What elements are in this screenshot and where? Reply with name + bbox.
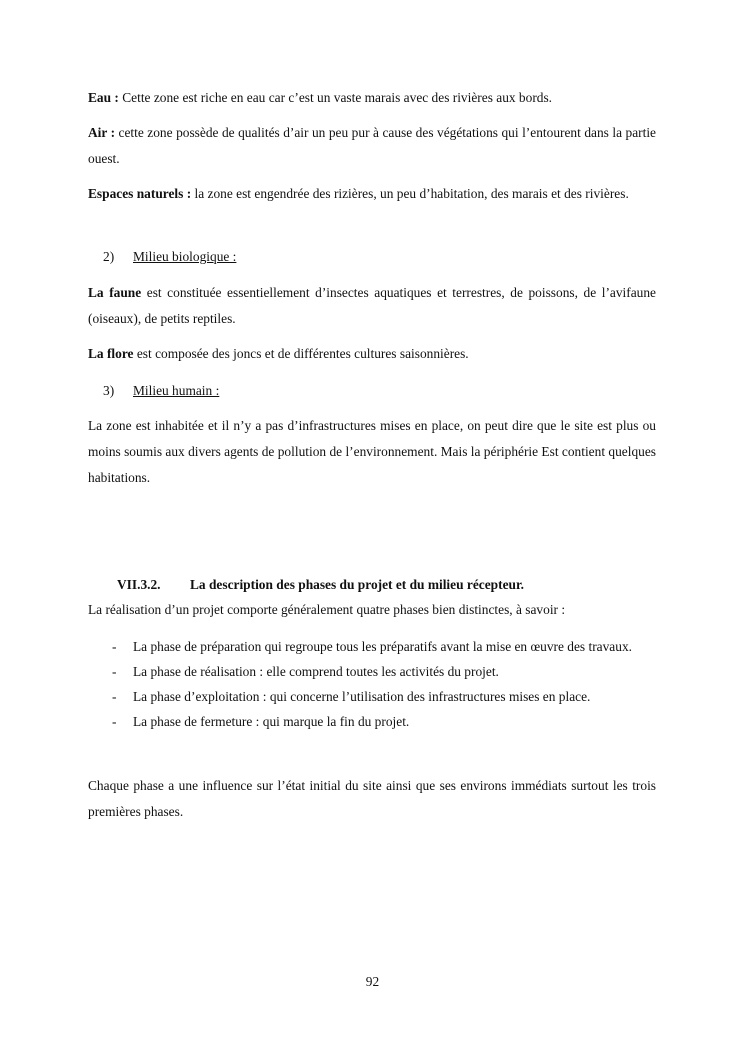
subheading-title: Milieu humain :: [133, 383, 220, 398]
paragraph-intro: [88, 601, 656, 619]
paragraph-espaces-naturels: [88, 181, 656, 207]
label-air: Air :: [88, 125, 116, 140]
subheading-milieu-biologique: [103, 248, 236, 266]
text-air: cette zone possède de qualités d’air un peu pur à cause des végétations qui l’entourent dans la partie ouest.: [88, 125, 656, 166]
list-dash: -: [112, 689, 117, 704]
list-item: [88, 659, 656, 684]
list-dash: -: [112, 714, 117, 729]
list-item: [88, 709, 656, 734]
section-heading: [117, 576, 524, 594]
paragraph-flore: [88, 345, 656, 363]
paragraph-milieu-humain: [88, 413, 656, 491]
list-dash: -: [112, 664, 117, 679]
label-espaces-naturels: Espaces naturels :: [88, 186, 192, 201]
text-intro: La réalisation d’un projet comporte généralement quatre phases bien distinctes, à savoir :: [88, 602, 566, 617]
subheading-number: 2): [103, 249, 115, 264]
paragraph-faune: [88, 280, 656, 332]
subheading-milieu-humain: [103, 382, 219, 400]
list-item-text: La phase de fermeture : qui marque la fin du projet.: [133, 714, 410, 729]
text-espaces-naturels: la zone est engendrée des rizières, un peu d’habitation, des marais et des rivières.: [191, 186, 629, 201]
text-faune: est constituée essentiellement d’insectes aquatiques et terrestres, de poissons, de l’avifaune (oiseaux), de petits reptiles.: [88, 285, 656, 326]
list-item-text: La phase de préparation qui regroupe tous les préparatifs avant la mise en œuvre des travaux.: [133, 639, 632, 654]
paragraph-eau: [88, 89, 656, 107]
section-number: VII.3.2.: [117, 577, 161, 592]
list-item-text: La phase de réalisation : elle comprend toutes les activités du projet.: [133, 664, 499, 679]
text-milieu-humain: La zone est inhabitée et il n’y a pas d’infrastructures mises en place, on peut dire que le site est plus ou moins soumis aux divers agents de pollution de l’environnement. Mais la périphérie Est contient quelques habitations.: [88, 418, 656, 485]
section-title: La description des phases du projet et du milieu récepteur.: [190, 577, 525, 592]
subheading-number: 3): [103, 383, 115, 398]
label-faune: La faune: [88, 285, 142, 300]
label-flore: La flore: [88, 346, 134, 361]
list-item: [88, 684, 656, 709]
list-dash: -: [112, 639, 117, 654]
paragraph-air: [88, 120, 656, 172]
paragraph-conclusion: [88, 773, 656, 825]
list-item: [88, 634, 656, 659]
page-number: 92: [365, 974, 380, 989]
list-item-text: La phase d’exploitation : qui concerne l’utilisation des infrastructures mises en place.: [133, 689, 591, 704]
subheading-title: Milieu biologique :: [133, 249, 237, 264]
label-eau: Eau :: [88, 90, 119, 105]
text-eau: Cette zone est riche en eau car c’est un vaste marais avec des rivières aux bords.: [118, 90, 553, 105]
text-flore: est composée des joncs et de différentes cultures saisonnières.: [133, 346, 469, 361]
text-conclusion: Chaque phase a une influence sur l’état initial du site ainsi que ses environs immédiats surtout les trois premières phases.: [88, 778, 656, 819]
phases-list: [88, 634, 656, 734]
